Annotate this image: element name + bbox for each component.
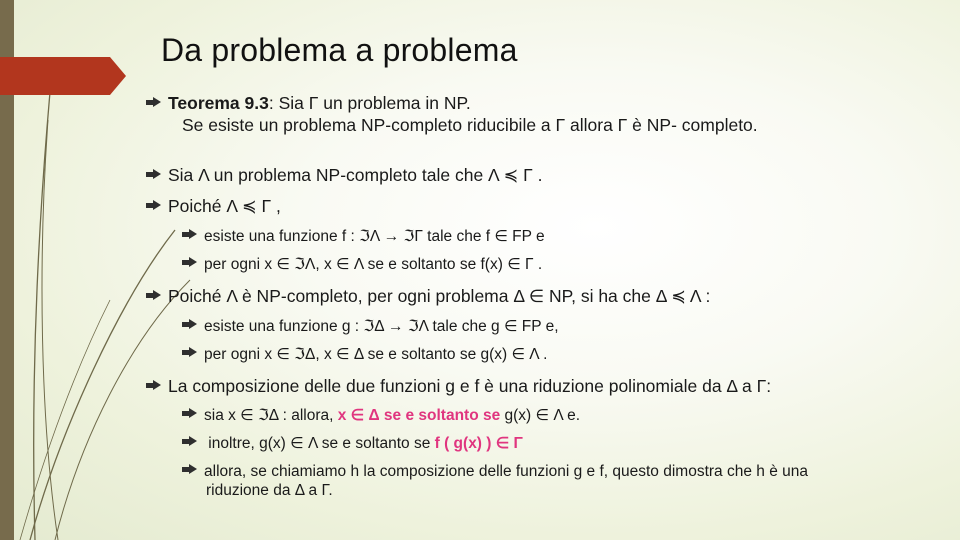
theorem-text: : Sia Γ un problema in NP. <box>268 93 471 113</box>
sub-bullet-3c <box>182 463 808 482</box>
sub3a-highlight: x ∈ Δ se e soltanto se <box>337 407 501 424</box>
sub-bullet-3b <box>182 435 523 454</box>
sub-bullet-3a <box>182 407 580 426</box>
bullet-composizione <box>146 376 771 397</box>
poiche1-text: Poiché Λ ≼ Γ , <box>168 196 281 216</box>
sub2b-text: per ogni x ∈ ℑΔ, x ∈ Δ se e soltanto se g(x) ∈ Λ . <box>204 346 548 363</box>
title-accent-tab <box>0 57 126 95</box>
sub3c-continuation: riduzione da Δ a Γ. <box>206 482 333 499</box>
theorem-continuation: Se esiste un problema NP-completo riducibile a Γ allora Γ è NP- completo. <box>182 115 758 135</box>
sub3b-highlight: f ( g(x) ) ∈ Γ <box>434 435 523 452</box>
sub1b-text: per ogni x ∈ ℑΛ, x ∈ Λ se e soltanto se f(x) ∈ Γ . <box>204 256 543 273</box>
theorem-label: Teorema 9.3 <box>168 93 269 113</box>
sub-bullet-1b <box>182 256 542 275</box>
sub-bullet-1a <box>182 228 545 247</box>
sub2a-text: esiste una funzione g : ℑΔ → ℑΛ tale che g ∈ FP e, <box>204 318 559 335</box>
sub3b-pre: inoltre, g(x) ∈ Λ se e soltanto se <box>204 435 435 452</box>
sub-bullet-2a <box>182 318 559 337</box>
composizione-text: La composizione delle due funzioni g e f è una riduzione polinomiale da Δ a Γ: <box>168 376 772 396</box>
sub-bullet-2b <box>182 346 547 365</box>
sub3a-post: g(x) ∈ Λ e. <box>500 407 581 424</box>
sia-text: Sia Λ un problema NP-completo tale che Λ ≼ Γ . <box>168 165 543 185</box>
sub3a-pre: sia x ∈ ℑΔ : allora, <box>204 407 338 424</box>
slide-title: Da problema a problema <box>161 32 518 68</box>
bullet-poiche-1 <box>146 196 281 217</box>
poiche2-text: Poiché Λ è NP-completo, per ogni problema Δ ∈ NP, si ha che Δ ≼ Λ : <box>168 286 711 306</box>
sub1a-text: esiste una funzione f : ℑΛ → ℑΓ tale che f ∈ FP e <box>204 228 545 245</box>
sub3c-text: allora, se chiamiamo h la composizione delle funzioni g e f, questo dimostra che h è una <box>204 463 808 480</box>
bullet-poiche-2 <box>146 286 710 307</box>
bullet-theorem <box>146 93 471 114</box>
bullet-sia <box>146 165 543 186</box>
